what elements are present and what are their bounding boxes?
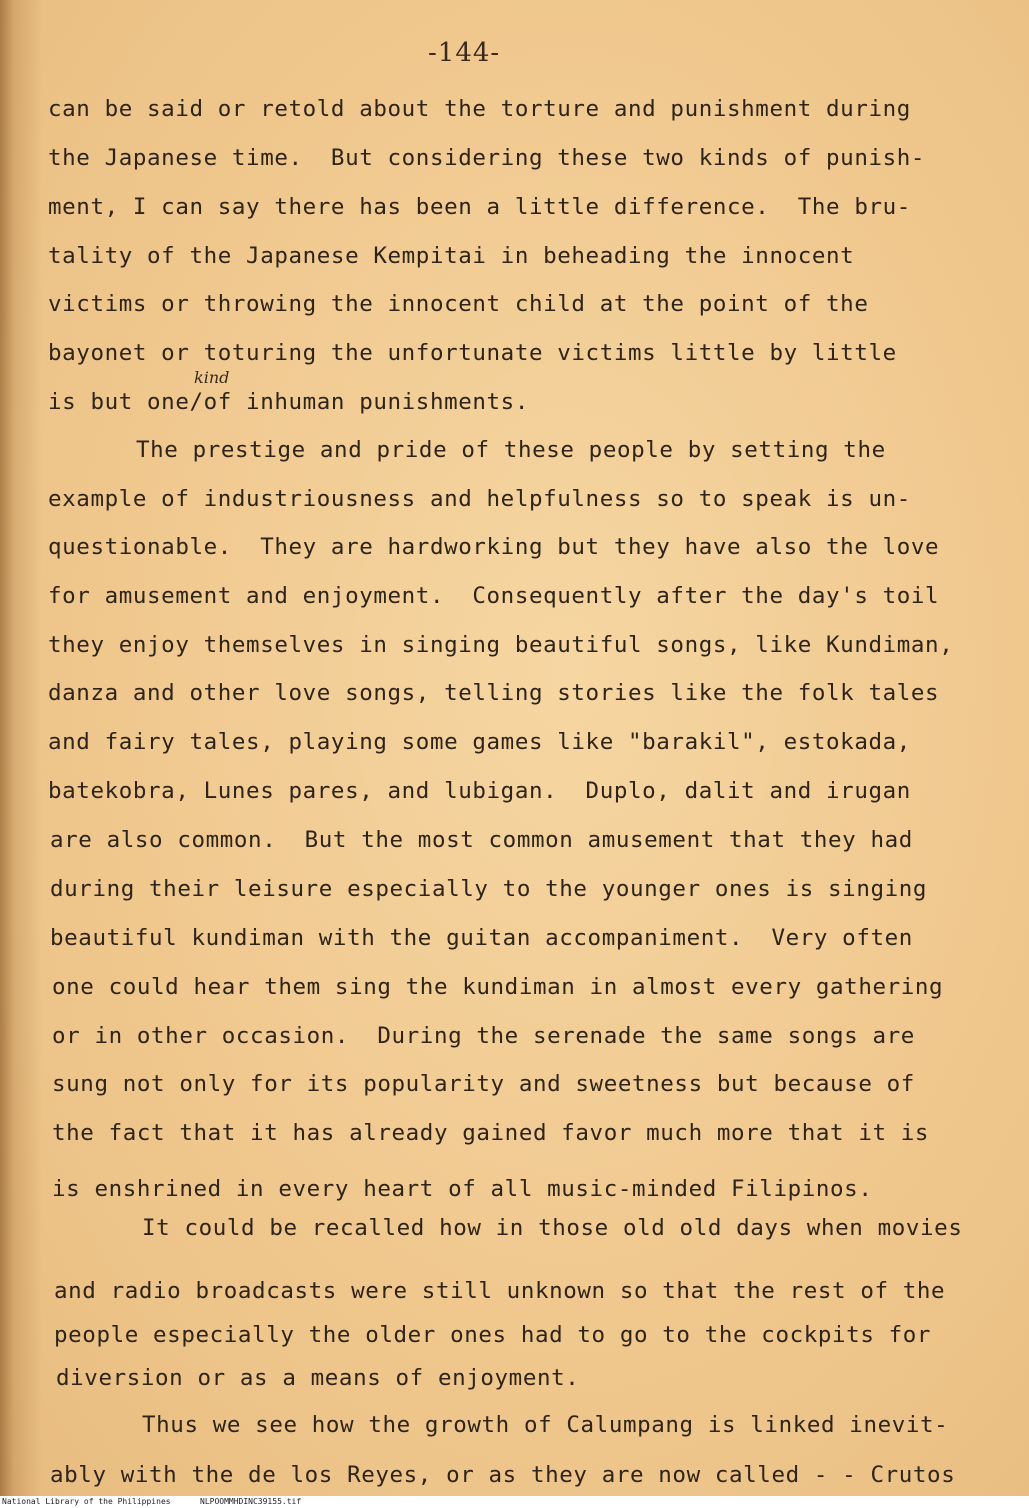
text-line: It could be recalled how in those old old days when movies <box>142 1215 963 1241</box>
text-line: during their leisure especially to the younger ones is singing <box>50 876 928 902</box>
text-line: batekobra, Lunes pares, and lubigan. Duplo, dalit and irugan <box>48 778 911 804</box>
text-line: is enshrined in every heart of all music-minded Filipinos. <box>52 1176 873 1202</box>
footer-source: National Library of the Philippines <box>2 1497 171 1506</box>
text-line: sung not only for its popularity and sweetness but because of <box>52 1071 915 1097</box>
scan-footer <box>0 1496 1029 1508</box>
text-line: for amusement and enjoyment. Consequently after the day's toil <box>48 583 940 609</box>
text-line: beautiful kundiman with the guitan accompaniment. Very often <box>50 925 913 951</box>
text-line: people especially the older ones had to go to the cockpits for <box>54 1322 932 1348</box>
text-line: and fairy tales, playing some games like "barakil", estokada, <box>48 729 911 755</box>
text-line: victims or throwing the innocent child at the point of the <box>48 291 869 317</box>
text-line: diversion or as a means of enjoyment. <box>56 1365 580 1391</box>
text-line: The prestige and pride of these people by setting the <box>136 437 886 463</box>
text-line: danza and other love songs, telling stories like the folk tales <box>48 680 940 706</box>
text-line: and radio broadcasts were still unknown so that the rest of the <box>54 1278 946 1304</box>
text-line: questionable. They are hardworking but they have also the love <box>48 534 940 560</box>
text-line: tality of the Japanese Kempitai in beheading the innocent <box>48 243 855 269</box>
text-line: are also common. But the most common amusement that they had <box>50 827 913 853</box>
text-line: one could hear them sing the kundiman in almost every gathering <box>52 974 944 1000</box>
text-line: ably with the de los Reyes, or as they are now called - - Crutos <box>50 1462 956 1488</box>
text-line: or in other occasion. During the serenade the same songs are <box>52 1023 915 1049</box>
page-number: -144- <box>428 38 501 68</box>
text-line: ment, I can say there has been a little difference. The bru- <box>48 194 911 220</box>
text-line: the fact that it has already gained favor much more that it is <box>52 1120 930 1146</box>
text-line: Thus we see how the growth of Calumpang is linked inevit- <box>142 1412 949 1438</box>
text-line: example of industriousness and helpfulness so to speak is un- <box>48 486 911 512</box>
footer-filename: NLPOOMMHDINC39155.tif <box>200 1497 302 1506</box>
text-line: the Japanese time. But considering these two kinds of punish- <box>48 145 926 171</box>
text-line: is but one/of inhuman punishments. <box>48 389 529 415</box>
text-line: can be said or retold about the torture and punishment during <box>48 96 911 122</box>
text-line: they enjoy themselves in singing beautiful songs, like Kundiman, <box>48 632 954 658</box>
handwritten-insertion: kind <box>194 368 230 387</box>
text-line: bayonet or toturing the unfortunate victims little by little <box>48 340 897 366</box>
